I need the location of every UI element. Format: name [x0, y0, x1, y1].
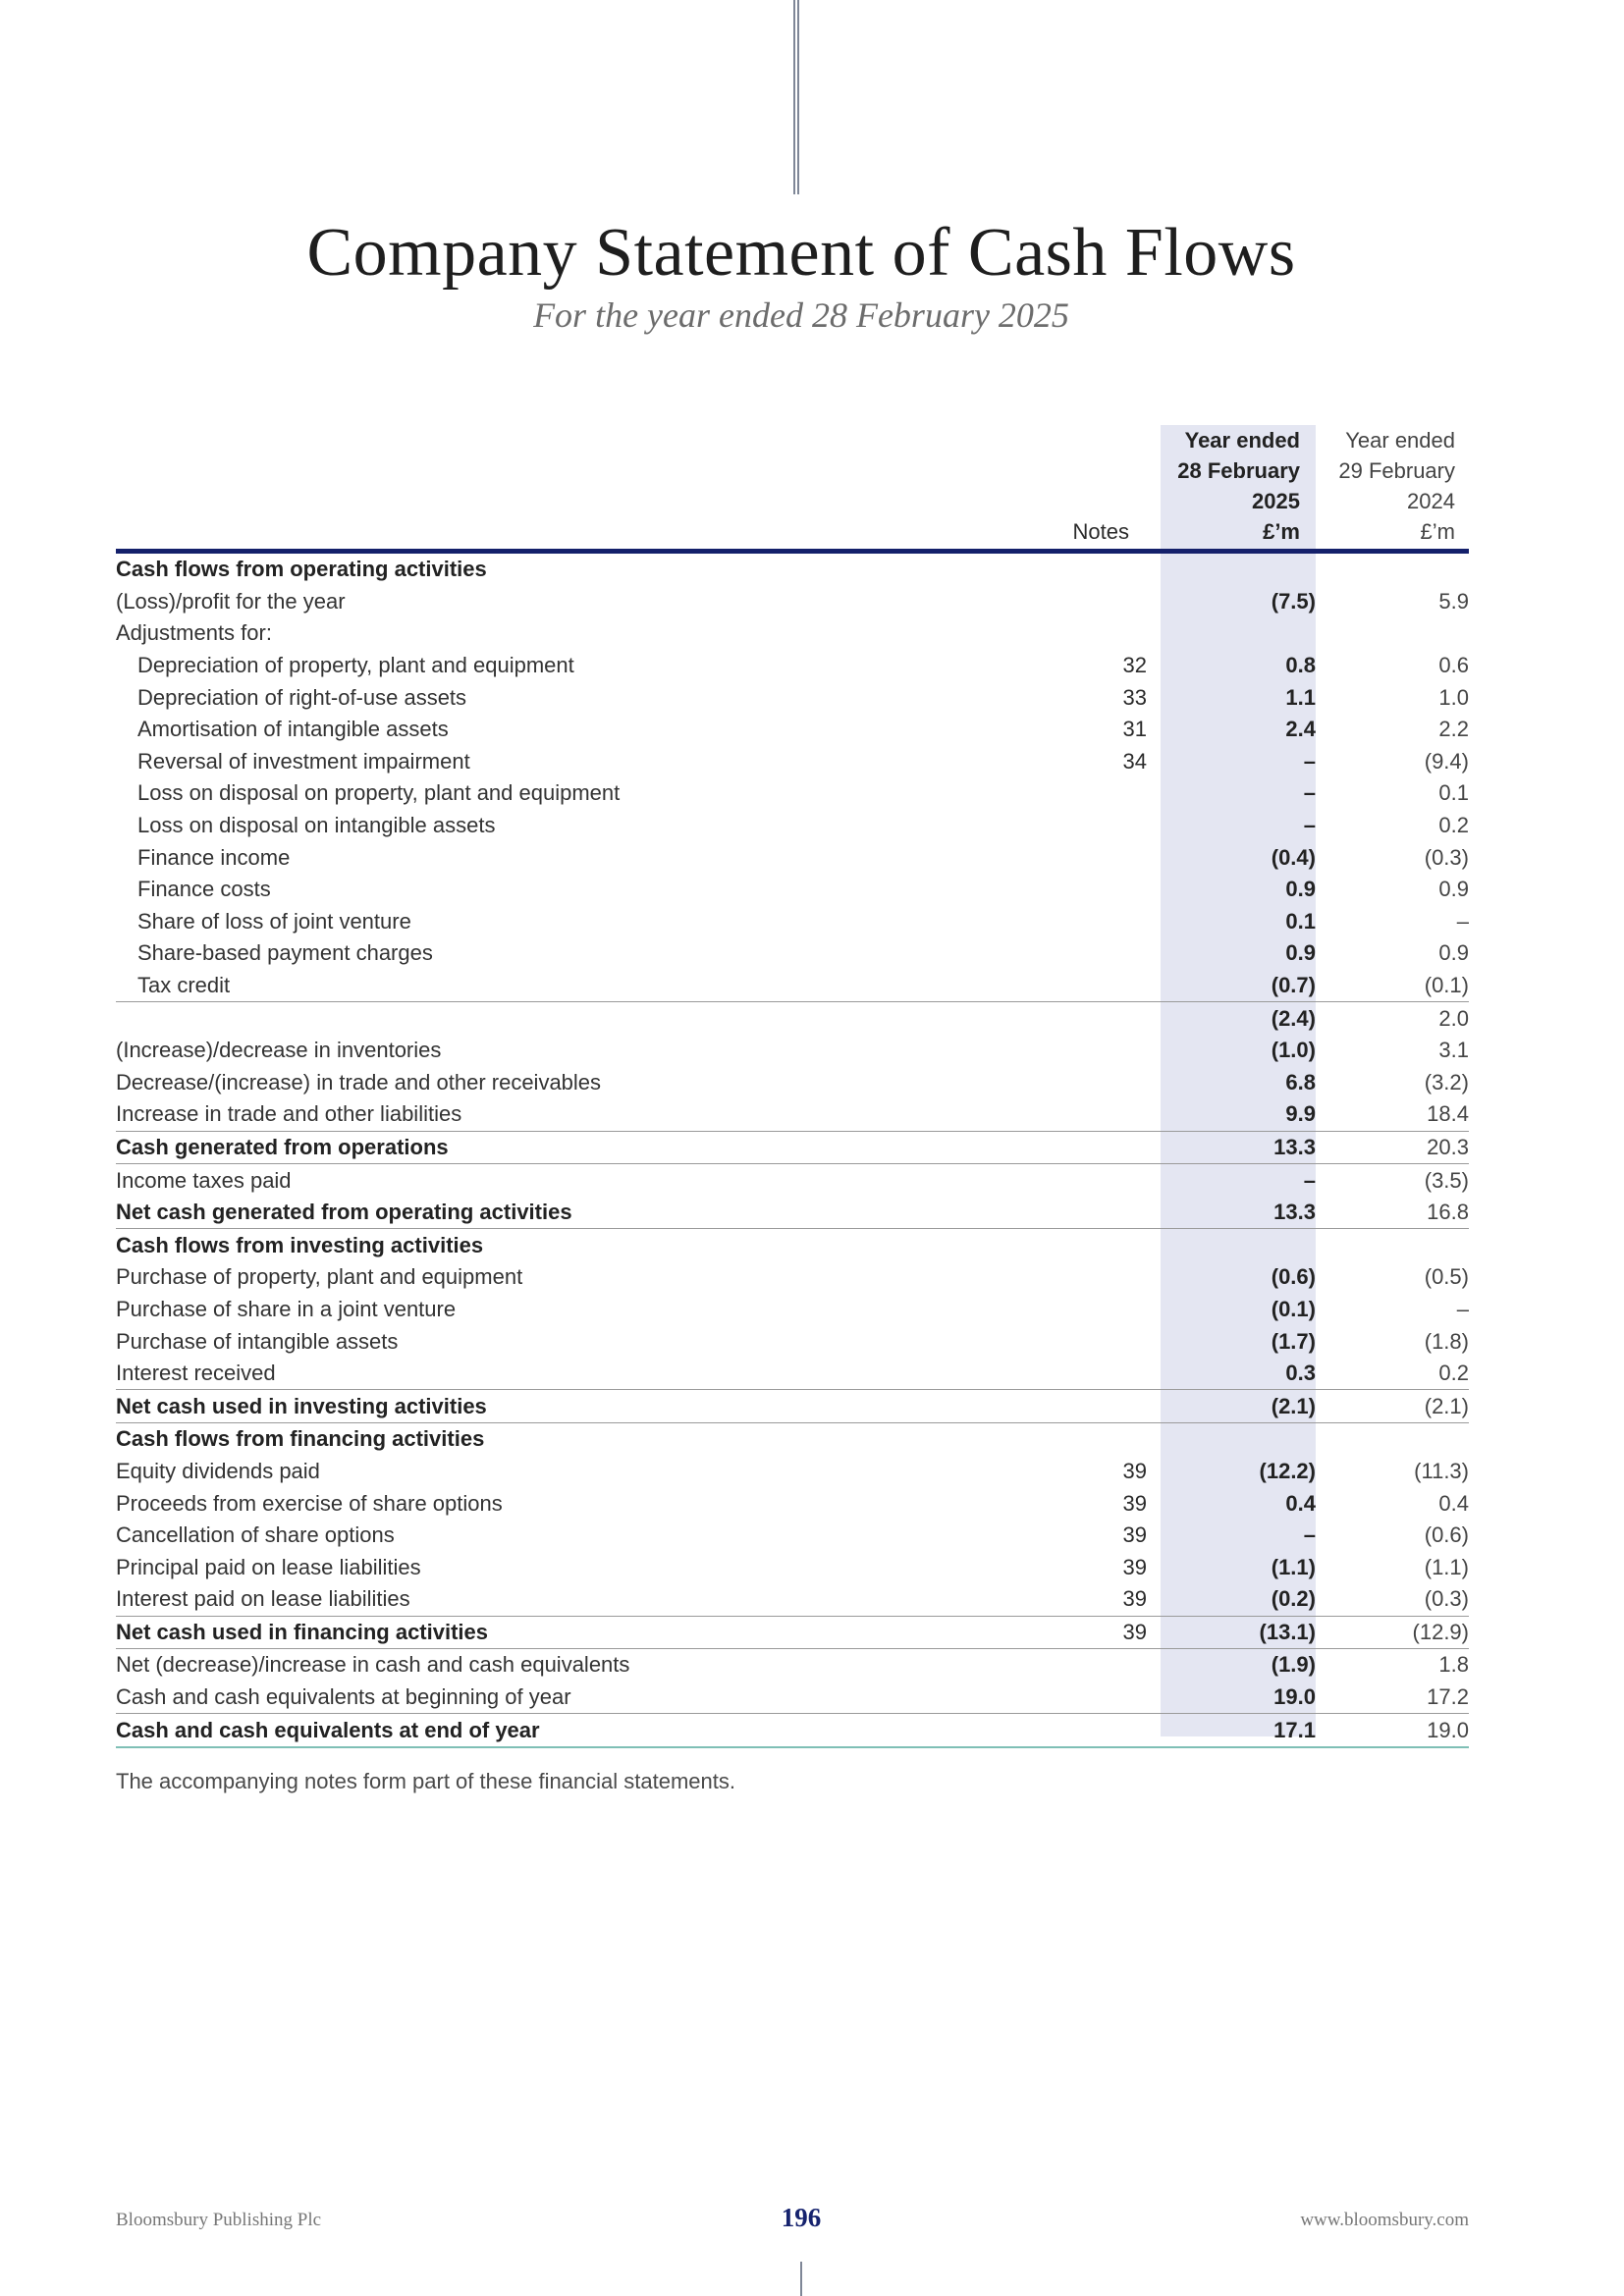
row-label: Share-based payment charges — [137, 940, 433, 966]
row-label: Cash flows from operating activities — [116, 557, 487, 582]
table-row — [116, 777, 1469, 810]
row-prior-value: 19.0 — [1316, 1714, 1469, 1747]
page-subtitle: For the year ended 28 February 2025 — [533, 295, 1069, 335]
row-prior-value: (0.1) — [1424, 973, 1469, 998]
header-current-line-3: 2025 — [1252, 489, 1300, 513]
table-row — [116, 1616, 1469, 1649]
table-row — [116, 1423, 1469, 1456]
row-current-value: 0.9 — [1285, 877, 1316, 902]
row-note: 39 — [1122, 1554, 1147, 1579]
row-note — [1031, 777, 1147, 810]
row-current-value: – — [1303, 780, 1316, 806]
row-current-value: (1.9) — [1147, 1649, 1316, 1682]
row-prior-value — [1316, 552, 1469, 586]
footer-page-number: 196 — [781, 2203, 822, 2232]
row-label: (Loss)/profit for the year — [116, 588, 346, 614]
row-label: Loss on disposal on intangible assets — [137, 813, 496, 838]
header-prior-line-2: 29 February — [1338, 458, 1455, 483]
row-current-value: (0.4) — [1271, 844, 1316, 870]
row-prior-value: (1.1) — [1424, 1554, 1469, 1579]
row-label: Interest received — [116, 1361, 276, 1386]
row-note — [1031, 1649, 1147, 1682]
row-label: Net cash used in investing activities — [116, 1390, 1031, 1423]
row-note: 39 — [1122, 1522, 1147, 1548]
row-label: Loss on disposal on property, plant and equipment — [137, 780, 621, 806]
row-prior-value: 0.2 — [1438, 1361, 1469, 1386]
footer-company: Bloomsbury Publishing Plc — [116, 2210, 322, 2230]
table-row — [116, 1714, 1469, 1747]
row-current-value: – — [1303, 1522, 1316, 1548]
row-current-value — [1147, 552, 1316, 586]
row-current-value: (0.7) — [1271, 973, 1316, 998]
row-note — [1031, 1294, 1147, 1326]
row-prior-value: 0.6 — [1438, 653, 1469, 678]
row-label: Cash generated from operations — [116, 1131, 1031, 1164]
table-row — [116, 552, 1469, 586]
row-current-value: 0.4 — [1285, 1490, 1316, 1516]
row-current-value: – — [1303, 813, 1316, 838]
row-prior-value: 1.0 — [1438, 684, 1469, 710]
row-current-value: (1.0) — [1271, 1038, 1316, 1063]
row-label: Purchase of share in a joint venture — [116, 1296, 457, 1321]
row-current-value — [1147, 617, 1316, 650]
row-note — [1031, 1035, 1147, 1067]
row-note — [1031, 906, 1147, 938]
row-current-value: – — [1147, 1164, 1316, 1197]
row-label: Cash and cash equivalents at beginning of year — [116, 1684, 571, 1710]
row-current-value: (1.7) — [1271, 1328, 1316, 1354]
row-prior-value: 17.2 — [1427, 1684, 1469, 1710]
table-row — [116, 1487, 1469, 1520]
table-row — [116, 1197, 1469, 1229]
row-prior-value: – — [1456, 1296, 1469, 1321]
row-note — [1031, 1164, 1147, 1197]
row-prior-value: 3.1 — [1438, 1038, 1469, 1063]
row-label — [116, 1002, 1031, 1035]
row-current-value — [1147, 1229, 1316, 1261]
row-label: Finance costs — [137, 877, 271, 902]
table-row — [116, 906, 1469, 938]
row-label: Increase in trade and other liabilities — [116, 1101, 462, 1127]
row-note — [1031, 1131, 1147, 1164]
row-prior-value: 0.9 — [1438, 940, 1469, 966]
row-label: Equity dividends paid — [116, 1458, 320, 1483]
row-current-value: 2.4 — [1285, 717, 1316, 742]
row-prior-value: (9.4) — [1424, 748, 1469, 774]
header-current-line-2: 28 February — [1177, 458, 1300, 483]
row-label: (Increase)/decrease in inventories — [116, 1038, 442, 1063]
table-row — [116, 1649, 1469, 1682]
header-prior-year — [1316, 425, 1469, 552]
table-row — [116, 937, 1469, 970]
row-label: Net cash used in financing activities — [116, 1616, 1031, 1649]
row-note — [1031, 1261, 1147, 1294]
row-current-value: 6.8 — [1285, 1069, 1316, 1095]
row-label: Depreciation of right-of-use assets — [137, 684, 467, 710]
row-prior-value: 0.4 — [1438, 1490, 1469, 1516]
row-prior-value: 1.8 — [1316, 1649, 1469, 1682]
row-label: Cancellation of share options — [116, 1522, 395, 1548]
row-current-value — [1147, 1423, 1316, 1456]
row-current-value: 0.9 — [1285, 940, 1316, 966]
table-row — [116, 1294, 1469, 1326]
row-label: Decrease/(increase) in trade and other receivables — [116, 1069, 602, 1095]
row-prior-value — [1316, 1423, 1469, 1456]
table-row — [116, 874, 1469, 906]
row-label: Principal paid on lease liabilities — [116, 1554, 421, 1579]
table-row — [116, 1682, 1469, 1714]
row-note — [1031, 937, 1147, 970]
footnote: The accompanying notes form part of these financial statements. — [116, 1769, 735, 1793]
row-current-value: (12.2) — [1259, 1458, 1316, 1483]
footer-website: www.bloomsbury.com — [1300, 2210, 1469, 2230]
table-row — [116, 1358, 1469, 1390]
row-note — [1031, 1002, 1147, 1035]
row-prior-value: 20.3 — [1316, 1131, 1469, 1164]
table-header-row — [116, 425, 1469, 552]
row-prior-value: 0.9 — [1438, 877, 1469, 902]
row-note — [1031, 1714, 1147, 1747]
table-row — [116, 617, 1469, 650]
row-prior-value: (0.3) — [1424, 844, 1469, 870]
table-row — [116, 1035, 1469, 1067]
row-label: Interest paid on lease liabilities — [116, 1586, 410, 1612]
row-label: Proceeds from exercise of share options — [116, 1490, 503, 1516]
header-current-line-1: Year ended — [1184, 428, 1300, 453]
row-prior-value — [1316, 617, 1469, 650]
row-current-value: 0.8 — [1285, 653, 1316, 678]
row-note — [1031, 841, 1147, 874]
table-row — [116, 1520, 1469, 1552]
table-row — [116, 1131, 1469, 1164]
row-note — [1031, 1098, 1147, 1131]
row-note — [1031, 1358, 1147, 1390]
bottom-decorative-rule — [800, 2262, 802, 2296]
table-row — [116, 841, 1469, 874]
row-current-value: (0.6) — [1271, 1264, 1316, 1290]
row-current-value: (0.1) — [1271, 1296, 1316, 1321]
row-prior-value: 5.9 — [1438, 588, 1469, 614]
row-note — [1031, 1325, 1147, 1358]
row-note: 34 — [1122, 748, 1147, 774]
row-label: Reversal of investment impairment — [137, 748, 470, 774]
header-current-line-4: £’m — [1263, 519, 1300, 544]
row-prior-value: (0.5) — [1424, 1264, 1469, 1290]
table-row — [116, 1229, 1469, 1261]
row-current-value: (2.4) — [1147, 1002, 1316, 1035]
row-prior-value: (3.2) — [1424, 1069, 1469, 1095]
table-row — [116, 810, 1469, 842]
top-decorative-rule — [793, 0, 799, 194]
row-current-value: – — [1303, 748, 1316, 774]
row-current-value: (2.1) — [1147, 1390, 1316, 1423]
row-prior-value: (3.5) — [1316, 1164, 1469, 1197]
page-title: Company Statement of Cash Flows — [306, 215, 1296, 291]
row-note — [1031, 1067, 1147, 1099]
row-prior-value: 16.8 — [1427, 1200, 1469, 1225]
row-note — [1031, 617, 1147, 650]
row-prior-value: (0.3) — [1424, 1586, 1469, 1612]
row-label: Income taxes paid — [116, 1164, 1031, 1197]
row-current-value: 13.3 — [1147, 1131, 1316, 1164]
row-note: 39 — [1122, 1458, 1147, 1483]
row-note: 39 — [1031, 1616, 1147, 1649]
table-row — [116, 681, 1469, 714]
header-prior-line-1: Year ended — [1345, 428, 1455, 453]
row-prior-value: (1.8) — [1424, 1328, 1469, 1354]
row-note — [1031, 970, 1147, 1002]
row-note: 39 — [1122, 1490, 1147, 1516]
row-current-value: (1.1) — [1271, 1554, 1316, 1579]
row-note: 39 — [1122, 1586, 1147, 1612]
row-current-value: 9.9 — [1285, 1101, 1316, 1127]
row-prior-value — [1316, 1229, 1469, 1261]
row-note — [1031, 810, 1147, 842]
header-notes: Notes — [1031, 425, 1147, 552]
row-current-value: 13.3 — [1273, 1200, 1316, 1225]
row-current-value: (0.2) — [1271, 1586, 1316, 1612]
row-note — [1031, 586, 1147, 618]
table-row — [116, 650, 1469, 682]
table-row — [116, 1583, 1469, 1616]
row-label: Finance income — [137, 844, 291, 870]
table-row — [116, 970, 1469, 1002]
table-row — [116, 1164, 1469, 1197]
row-prior-value: 18.4 — [1427, 1101, 1469, 1127]
row-note — [1031, 1229, 1147, 1261]
row-note: 33 — [1122, 684, 1147, 710]
row-current-value: 0.1 — [1285, 908, 1316, 934]
row-prior-value: (0.6) — [1424, 1522, 1469, 1548]
header-prior-line-4: £’m — [1420, 519, 1455, 544]
table-row — [116, 586, 1469, 618]
row-label: Net (decrease)/increase in cash and cash equivalents — [116, 1649, 1031, 1682]
table-row — [116, 1325, 1469, 1358]
row-label: Purchase of intangible assets — [116, 1328, 399, 1354]
row-label: Cash flows from investing activities — [116, 1229, 1031, 1261]
row-current-value: (13.1) — [1147, 1616, 1316, 1649]
row-prior-value: (2.1) — [1316, 1390, 1469, 1423]
row-note — [1031, 874, 1147, 906]
row-current-value: 1.1 — [1285, 684, 1316, 710]
row-label: Net cash generated from operating activities — [116, 1200, 572, 1225]
row-label: Cash and cash equivalents at end of year — [116, 1714, 1031, 1747]
header-label-spacer — [116, 425, 1031, 552]
table-row — [116, 714, 1469, 746]
table-row — [116, 1098, 1469, 1131]
header-prior-line-3: 2024 — [1407, 489, 1455, 513]
row-current-value: 17.1 — [1147, 1714, 1316, 1747]
row-prior-value: (11.3) — [1414, 1458, 1469, 1483]
row-prior-value: (12.9) — [1316, 1616, 1469, 1649]
row-label: Purchase of property, plant and equipment — [116, 1264, 523, 1290]
row-label: Cash flows from financing activities — [116, 1423, 1031, 1456]
row-prior-value: 0.1 — [1438, 780, 1469, 806]
row-prior-value: 0.2 — [1438, 813, 1469, 838]
row-label: Tax credit — [137, 973, 231, 998]
row-prior-value: 2.0 — [1316, 1002, 1469, 1035]
row-prior-value: 2.2 — [1438, 717, 1469, 742]
row-label: Adjustments for: — [116, 620, 272, 646]
row-current-value: 19.0 — [1273, 1684, 1316, 1710]
row-label: Amortisation of intangible assets — [137, 717, 449, 742]
cash-flow-table — [116, 425, 1469, 1748]
table-row — [116, 1390, 1469, 1423]
row-note: 31 — [1122, 717, 1147, 742]
row-note: 32 — [1122, 653, 1147, 678]
row-note — [1031, 1390, 1147, 1423]
table-row — [116, 1067, 1469, 1099]
row-note — [1031, 1423, 1147, 1456]
table-row — [116, 746, 1469, 778]
table-row — [116, 1002, 1469, 1035]
row-note — [1031, 1197, 1147, 1229]
row-current-value: 0.3 — [1285, 1361, 1316, 1386]
row-current-value: (7.5) — [1271, 588, 1316, 614]
row-label: Share of loss of joint venture — [137, 908, 411, 934]
row-note — [1031, 552, 1147, 586]
header-current-year — [1147, 425, 1316, 552]
row-prior-value: – — [1456, 908, 1469, 934]
row-note — [1031, 1682, 1147, 1714]
table-row — [116, 1551, 1469, 1583]
table-row — [116, 1261, 1469, 1294]
table-row — [116, 1456, 1469, 1488]
row-label: Depreciation of property, plant and equipment — [137, 653, 574, 678]
